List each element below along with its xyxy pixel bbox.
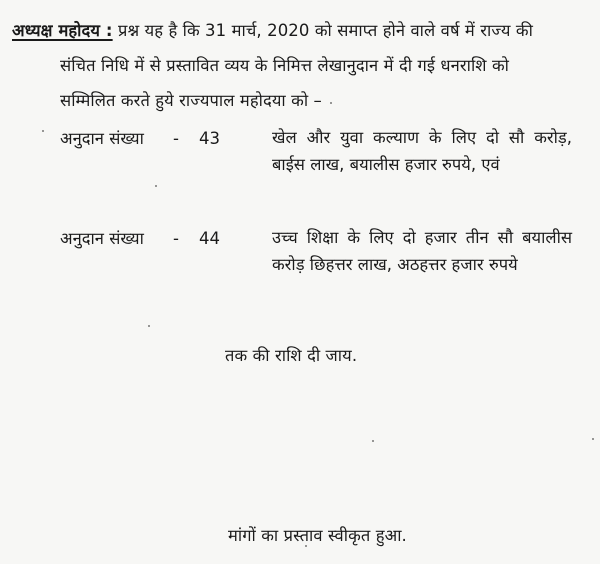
speech-line-2: संचित निधि में से प्रस्तावित व्यय के निमित्त लेखानुदान में दी गई धनराशि को: [60, 56, 509, 75]
scan-speck: [42, 130, 44, 132]
scan-speck: [305, 545, 307, 547]
grant-description: उच्च शिक्षा के लिए दो हजार तीन सौ बयालीस करोड़ छिहत्तर लाख, अठहत्तर हजार रुपये: [272, 228, 572, 274]
grant-description: खेल और युवा कल्याण के लिए दो सौ करोड़, बाईस लाख, बयालीस हजार रुपये, एवं: [272, 128, 572, 174]
speech-line-1-text: प्रश्न यह है कि 31 मार्च, 2020 को समाप्त होने वाले वर्ष में राज्य की: [112, 21, 533, 40]
speech-line-1: [12, 20, 533, 42]
scan-speck: [155, 185, 157, 187]
grant-label: अनुदान संख्या: [60, 229, 144, 248]
scan-speck: [330, 102, 332, 104]
grant-separator: -: [173, 229, 179, 248]
grant-number: 44: [199, 229, 220, 248]
closing-line: तक की राशि दी जाय.: [225, 346, 358, 365]
scan-speck: [148, 325, 150, 327]
speech-line-3: सम्मिलित करते हुये राज्यपाल महोदया को –: [60, 91, 322, 110]
scan-speck: [592, 438, 594, 440]
scan-speck: [372, 440, 374, 442]
grant-label: अनुदान संख्या: [60, 129, 144, 148]
speaker-label: अध्यक्ष महोदय :: [12, 21, 113, 40]
result-line: मांगों का प्रस्ताव स्वीकृत हुआ.: [228, 526, 407, 545]
grant-number: 43: [199, 129, 220, 148]
grant-separator: -: [173, 129, 179, 148]
